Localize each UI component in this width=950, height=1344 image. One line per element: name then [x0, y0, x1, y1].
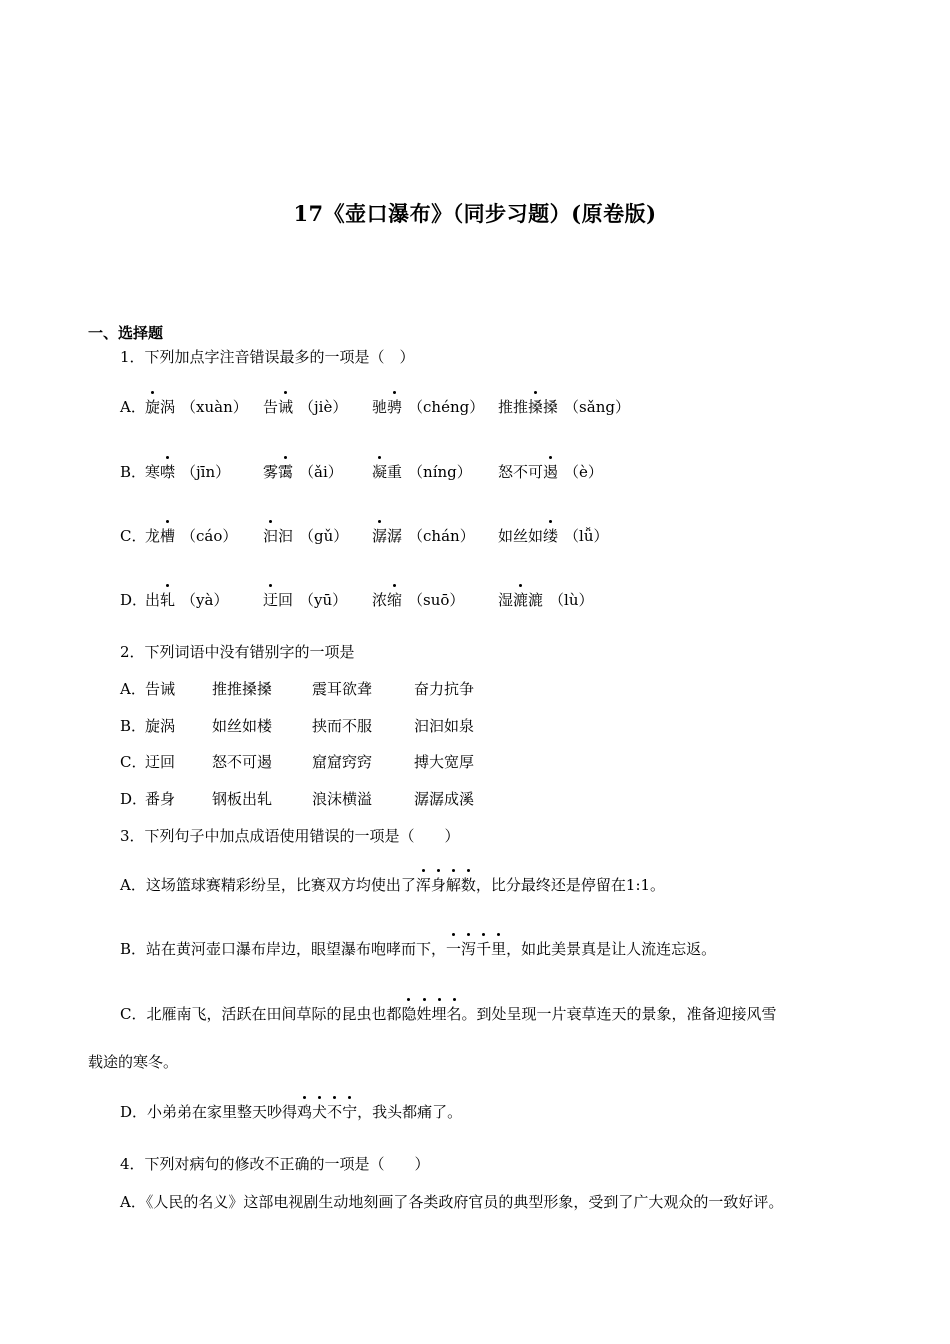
question-4-option-a: A．《人民的名义》这部电视剧生动地刻画了各类政府官员的典型形象，受到了广大观众的一致好评。 — [120, 1193, 784, 1211]
question-3-option-d: D．小弟弟在家里整天吵得鸡犬不宁，我头都痛了。 — [120, 1103, 463, 1121]
option-label: C． — [120, 753, 147, 771]
dotted-character: 潺 — [372, 527, 388, 545]
pinyin-item: 旋涡 （xuàn） — [145, 398, 248, 416]
pinyin-text: （lù） — [549, 591, 594, 609]
dotted-character: 数 — [460, 876, 476, 894]
word-item: 告诫 — [145, 680, 176, 698]
word-item: 如丝如楼 — [212, 717, 273, 735]
dotted-idiom — [401, 1005, 461, 1023]
dotted-character: 泻 — [461, 940, 477, 958]
dotted-character: 宁 — [342, 1103, 358, 1121]
pinyin-item: 推推搡搡 （sǎng） — [498, 398, 630, 416]
dotted-character: 解 — [445, 876, 461, 894]
pinyin-text: （chán） — [408, 527, 475, 545]
pinyin-item: 怒不可遏 （è） — [498, 463, 603, 481]
dotted-idiom — [297, 1103, 357, 1121]
pinyin-text: （lǚ） — [564, 527, 609, 545]
dotted-character: 缩 — [387, 591, 403, 609]
pinyin-item: 浓缩 （suō） — [372, 591, 465, 609]
pinyin-item: 汩汩 （gǔ） — [263, 527, 349, 545]
pinyin-item: 雾霭 （ǎi） — [263, 463, 343, 481]
pinyin-item: 龙槽 （cáo） — [145, 527, 238, 545]
dotted-character: 姓 — [416, 1005, 432, 1023]
pinyin-text: （gǔ） — [299, 527, 349, 545]
option-label: A． — [120, 680, 146, 698]
pinyin-text: （sǎng） — [564, 398, 630, 416]
question-4-stem: 4．下列对病句的修改不正确的一项是（ ） — [120, 1155, 430, 1173]
option-label: C． — [120, 527, 147, 545]
dotted-character: 霭 — [278, 463, 294, 481]
dotted-character: 骋 — [387, 398, 403, 416]
dotted-character: 槽 — [160, 527, 176, 545]
dotted-character: 隐 — [401, 1005, 417, 1023]
word-item: 奋力抗争 — [414, 680, 475, 698]
dotted-character: 名 — [446, 1005, 462, 1023]
dotted-character: 犬 — [312, 1103, 328, 1121]
pinyin-text: （jīn） — [181, 463, 231, 481]
option-label: D． — [120, 591, 148, 609]
pinyin-item: 出轧 （yà） — [145, 591, 229, 609]
word-item: 窟窟窍窍 — [312, 753, 373, 771]
dotted-character: 汩 — [263, 527, 279, 545]
dotted-character: 迂 — [263, 591, 279, 609]
pinyin-text: （xuàn） — [181, 398, 248, 416]
page-title: 17《壶口瀑布》（同步习题）(原卷版) — [293, 201, 657, 226]
word-item: 钢板出轧 — [212, 790, 273, 808]
word-item: 潺潺成溪 — [414, 790, 475, 808]
dotted-character: 一 — [446, 940, 462, 958]
word-item: 怒不可遏 — [212, 753, 273, 771]
pinyin-item: 如丝如缕 （lǚ） — [498, 527, 609, 545]
pinyin-item: 湿漉漉 （lù） — [498, 591, 594, 609]
option-label: B． — [120, 463, 147, 481]
question-3-option-c-continued: 载途的寒冬。 — [88, 1053, 179, 1071]
pinyin-text: （è） — [564, 463, 603, 481]
dotted-character: 凝 — [372, 463, 388, 481]
question-1-stem: 1．下列加点字注音错误最多的一项是（ ） — [120, 348, 415, 366]
word-item: 番身 — [145, 790, 176, 808]
pinyin-item: 告诫 （jiè） — [263, 398, 348, 416]
dotted-character: 千 — [476, 940, 492, 958]
word-item: 汩汩如泉 — [414, 717, 475, 735]
dotted-character: 里 — [491, 940, 507, 958]
word-item: 震耳欲聋 — [312, 680, 373, 698]
word-item: 推推搡搡 — [212, 680, 273, 698]
word-item: 迂回 — [145, 753, 176, 771]
question-3-option-a: A．这场篮球赛精彩纷呈，比赛双方均使出了浑身解数，比分最终还是停留在1:1。 — [120, 876, 666, 894]
dotted-character: 身 — [430, 876, 446, 894]
section-heading: 一、选择题 — [88, 324, 164, 342]
dotted-character: 浑 — [415, 876, 431, 894]
word-item: 旋涡 — [145, 717, 176, 735]
word-item: 浪沫横溢 — [312, 790, 373, 808]
question-3-option-b: B．站在黄河壶口瀑布岸边，眼望瀑布咆哮而下，一泻千里，如此美景真是让人流连忘返。 — [120, 940, 717, 958]
pinyin-text: （cáo） — [181, 527, 238, 545]
pinyin-text: （yà） — [181, 591, 229, 609]
dotted-character: 鸡 — [297, 1103, 313, 1121]
question-3-option-c: C．北雁南飞，活跃在田间草际的昆虫也都隐姓埋名。到处呈现一片衰草连天的景象，准备迎接风雪 — [120, 1005, 777, 1023]
pinyin-item: 凝重 （níng） — [372, 463, 472, 481]
pinyin-text: （jiè） — [299, 398, 348, 416]
pinyin-item: 迂回 （yū） — [263, 591, 348, 609]
dotted-character: 不 — [327, 1103, 343, 1121]
dotted-idiom — [416, 876, 476, 894]
pinyin-item: 驰骋 （chéng） — [372, 398, 485, 416]
pinyin-item: 寒噤 （jīn） — [145, 463, 231, 481]
option-label: D． — [120, 790, 148, 808]
option-label: B． — [120, 717, 147, 735]
question-3-stem: 3．下列句子中加点成语使用错误的一项是（ ） — [120, 827, 460, 845]
option-label: A． — [120, 398, 146, 416]
word-item: 挟而不服 — [312, 717, 373, 735]
pinyin-item: 潺潺 （chán） — [372, 527, 475, 545]
pinyin-text: （suō） — [408, 591, 465, 609]
dotted-character: 噤 — [160, 463, 176, 481]
dotted-character: 遏 — [543, 463, 559, 481]
dotted-character: 缕 — [543, 527, 559, 545]
pinyin-text: （yū） — [299, 591, 348, 609]
word-item: 搏大宽厚 — [414, 753, 475, 771]
dotted-character: 漉 — [513, 591, 529, 609]
dotted-idiom — [446, 940, 506, 958]
dotted-character: 埋 — [431, 1005, 447, 1023]
dotted-character: 诫 — [278, 398, 294, 416]
question-2-stem: 2．下列词语中没有错别字的一项是 — [120, 643, 355, 661]
dotted-character: 轧 — [160, 591, 176, 609]
pinyin-text: （ǎi） — [299, 463, 343, 481]
dotted-character: 旋 — [145, 398, 161, 416]
dotted-character: 搡 — [528, 398, 544, 416]
pinyin-text: （níng） — [408, 463, 472, 481]
pinyin-text: （chéng） — [408, 398, 485, 416]
